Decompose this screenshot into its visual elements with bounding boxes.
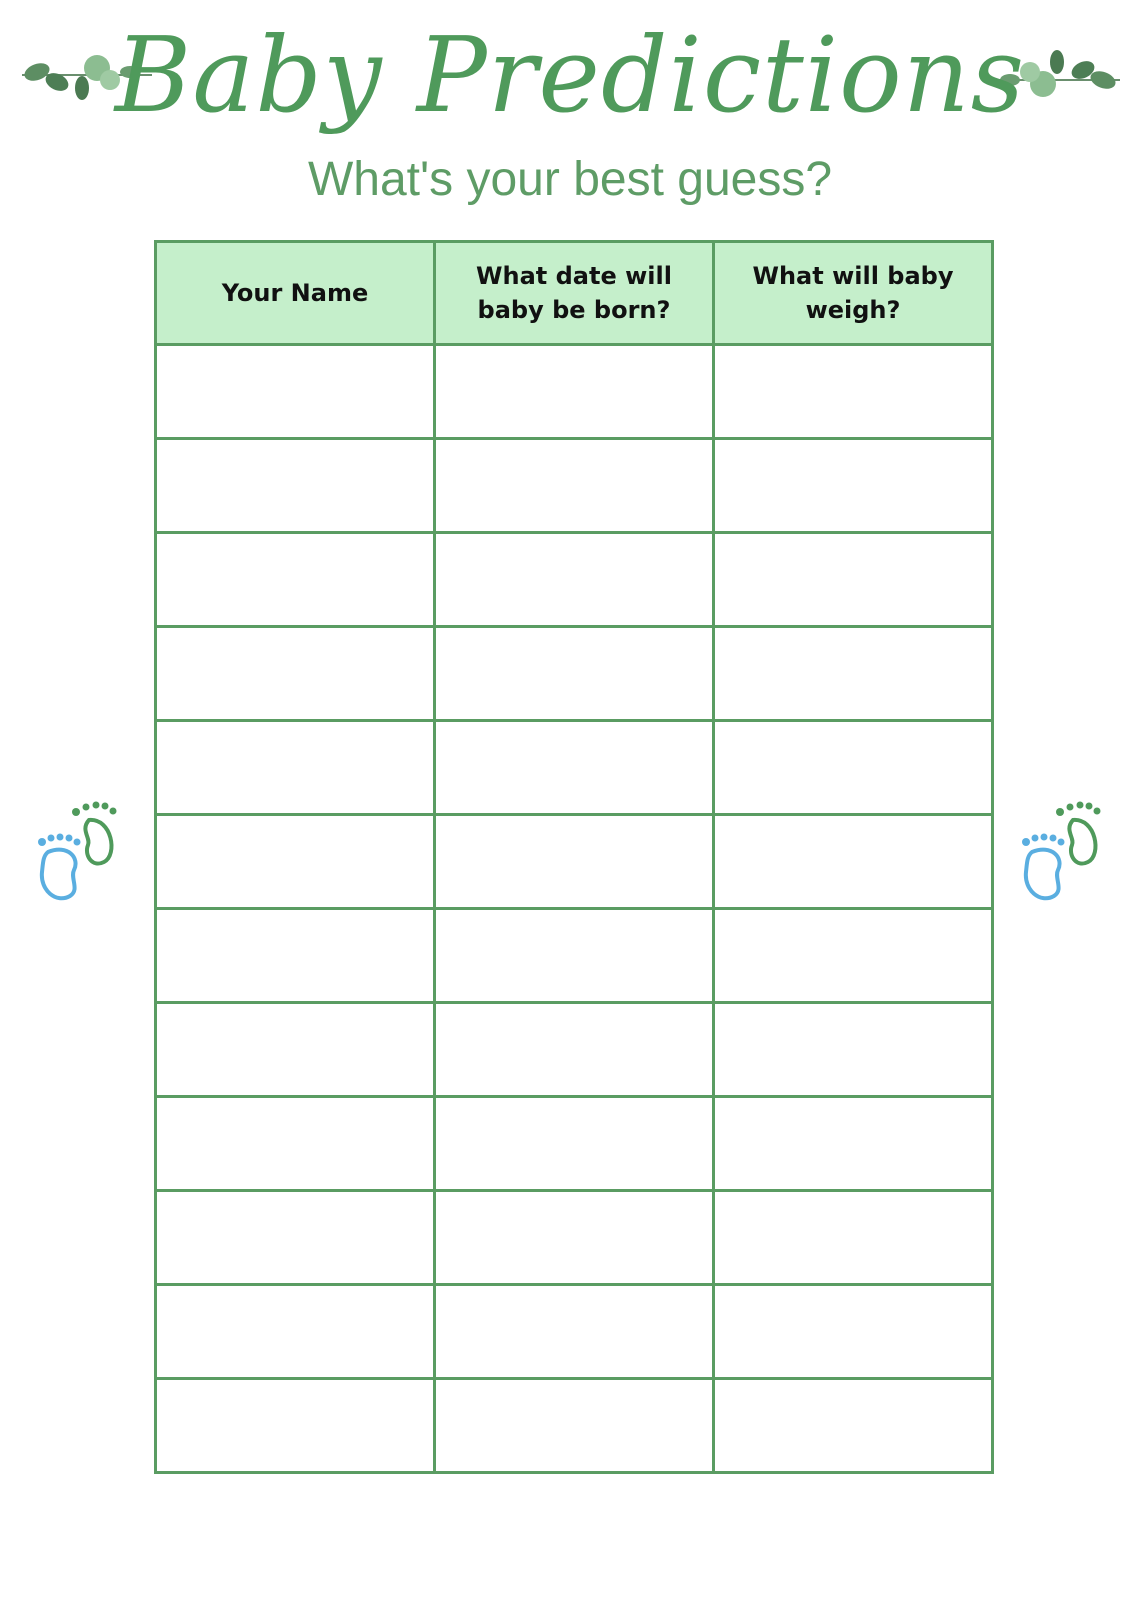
weight-cell[interactable]	[714, 1285, 993, 1379]
baby-footprints-left-icon	[34, 800, 124, 920]
page-subtitle: What's your best guess?	[307, 153, 833, 206]
table-row	[156, 1191, 993, 1285]
table-row	[156, 1379, 993, 1473]
date-cell[interactable]	[435, 533, 714, 627]
date-cell[interactable]	[435, 345, 714, 439]
table-row	[156, 533, 993, 627]
date-cell[interactable]	[435, 439, 714, 533]
date-cell[interactable]	[435, 1191, 714, 1285]
name-cell[interactable]	[156, 909, 435, 1003]
predictions-table	[154, 240, 994, 1474]
table-row	[156, 1097, 993, 1191]
table-row	[156, 721, 993, 815]
table-header-row	[156, 242, 993, 345]
table-row	[156, 1285, 993, 1379]
date-cell[interactable]	[435, 1379, 714, 1473]
name-cell[interactable]	[156, 1379, 435, 1473]
weight-cell[interactable]	[714, 1191, 993, 1285]
weight-cell[interactable]	[714, 345, 993, 439]
baby-footprints-right-icon	[1018, 800, 1108, 920]
name-cell[interactable]	[156, 533, 435, 627]
name-cell[interactable]	[156, 815, 435, 909]
header-baby-weight: What will baby weigh?	[714, 242, 993, 345]
table-row	[156, 1003, 993, 1097]
page-title: Baby Predictions	[114, 14, 1026, 136]
name-cell[interactable]	[156, 721, 435, 815]
date-cell[interactable]	[435, 721, 714, 815]
table-row	[156, 345, 993, 439]
name-cell[interactable]	[156, 627, 435, 721]
weight-cell[interactable]	[714, 721, 993, 815]
table-row	[156, 627, 993, 721]
weight-cell[interactable]	[714, 1003, 993, 1097]
date-cell[interactable]	[435, 1097, 714, 1191]
weight-cell[interactable]	[714, 1097, 993, 1191]
name-cell[interactable]	[156, 439, 435, 533]
weight-cell[interactable]	[714, 1379, 993, 1473]
header-your-name: Your Name	[156, 242, 435, 345]
name-cell[interactable]	[156, 1003, 435, 1097]
weight-cell[interactable]	[714, 909, 993, 1003]
name-cell[interactable]	[156, 345, 435, 439]
table-row	[156, 439, 993, 533]
name-cell[interactable]	[156, 1097, 435, 1191]
date-cell[interactable]	[435, 909, 714, 1003]
weight-cell[interactable]	[714, 815, 993, 909]
date-cell[interactable]	[435, 1003, 714, 1097]
date-cell[interactable]	[435, 627, 714, 721]
date-cell[interactable]	[435, 815, 714, 909]
name-cell[interactable]	[156, 1285, 435, 1379]
table-row	[156, 909, 993, 1003]
table-row	[156, 815, 993, 909]
weight-cell[interactable]	[714, 439, 993, 533]
weight-cell[interactable]	[714, 627, 993, 721]
weight-cell[interactable]	[714, 533, 993, 627]
header-birth-date: What date will baby be born?	[435, 242, 714, 345]
name-cell[interactable]	[156, 1191, 435, 1285]
date-cell[interactable]	[435, 1285, 714, 1379]
